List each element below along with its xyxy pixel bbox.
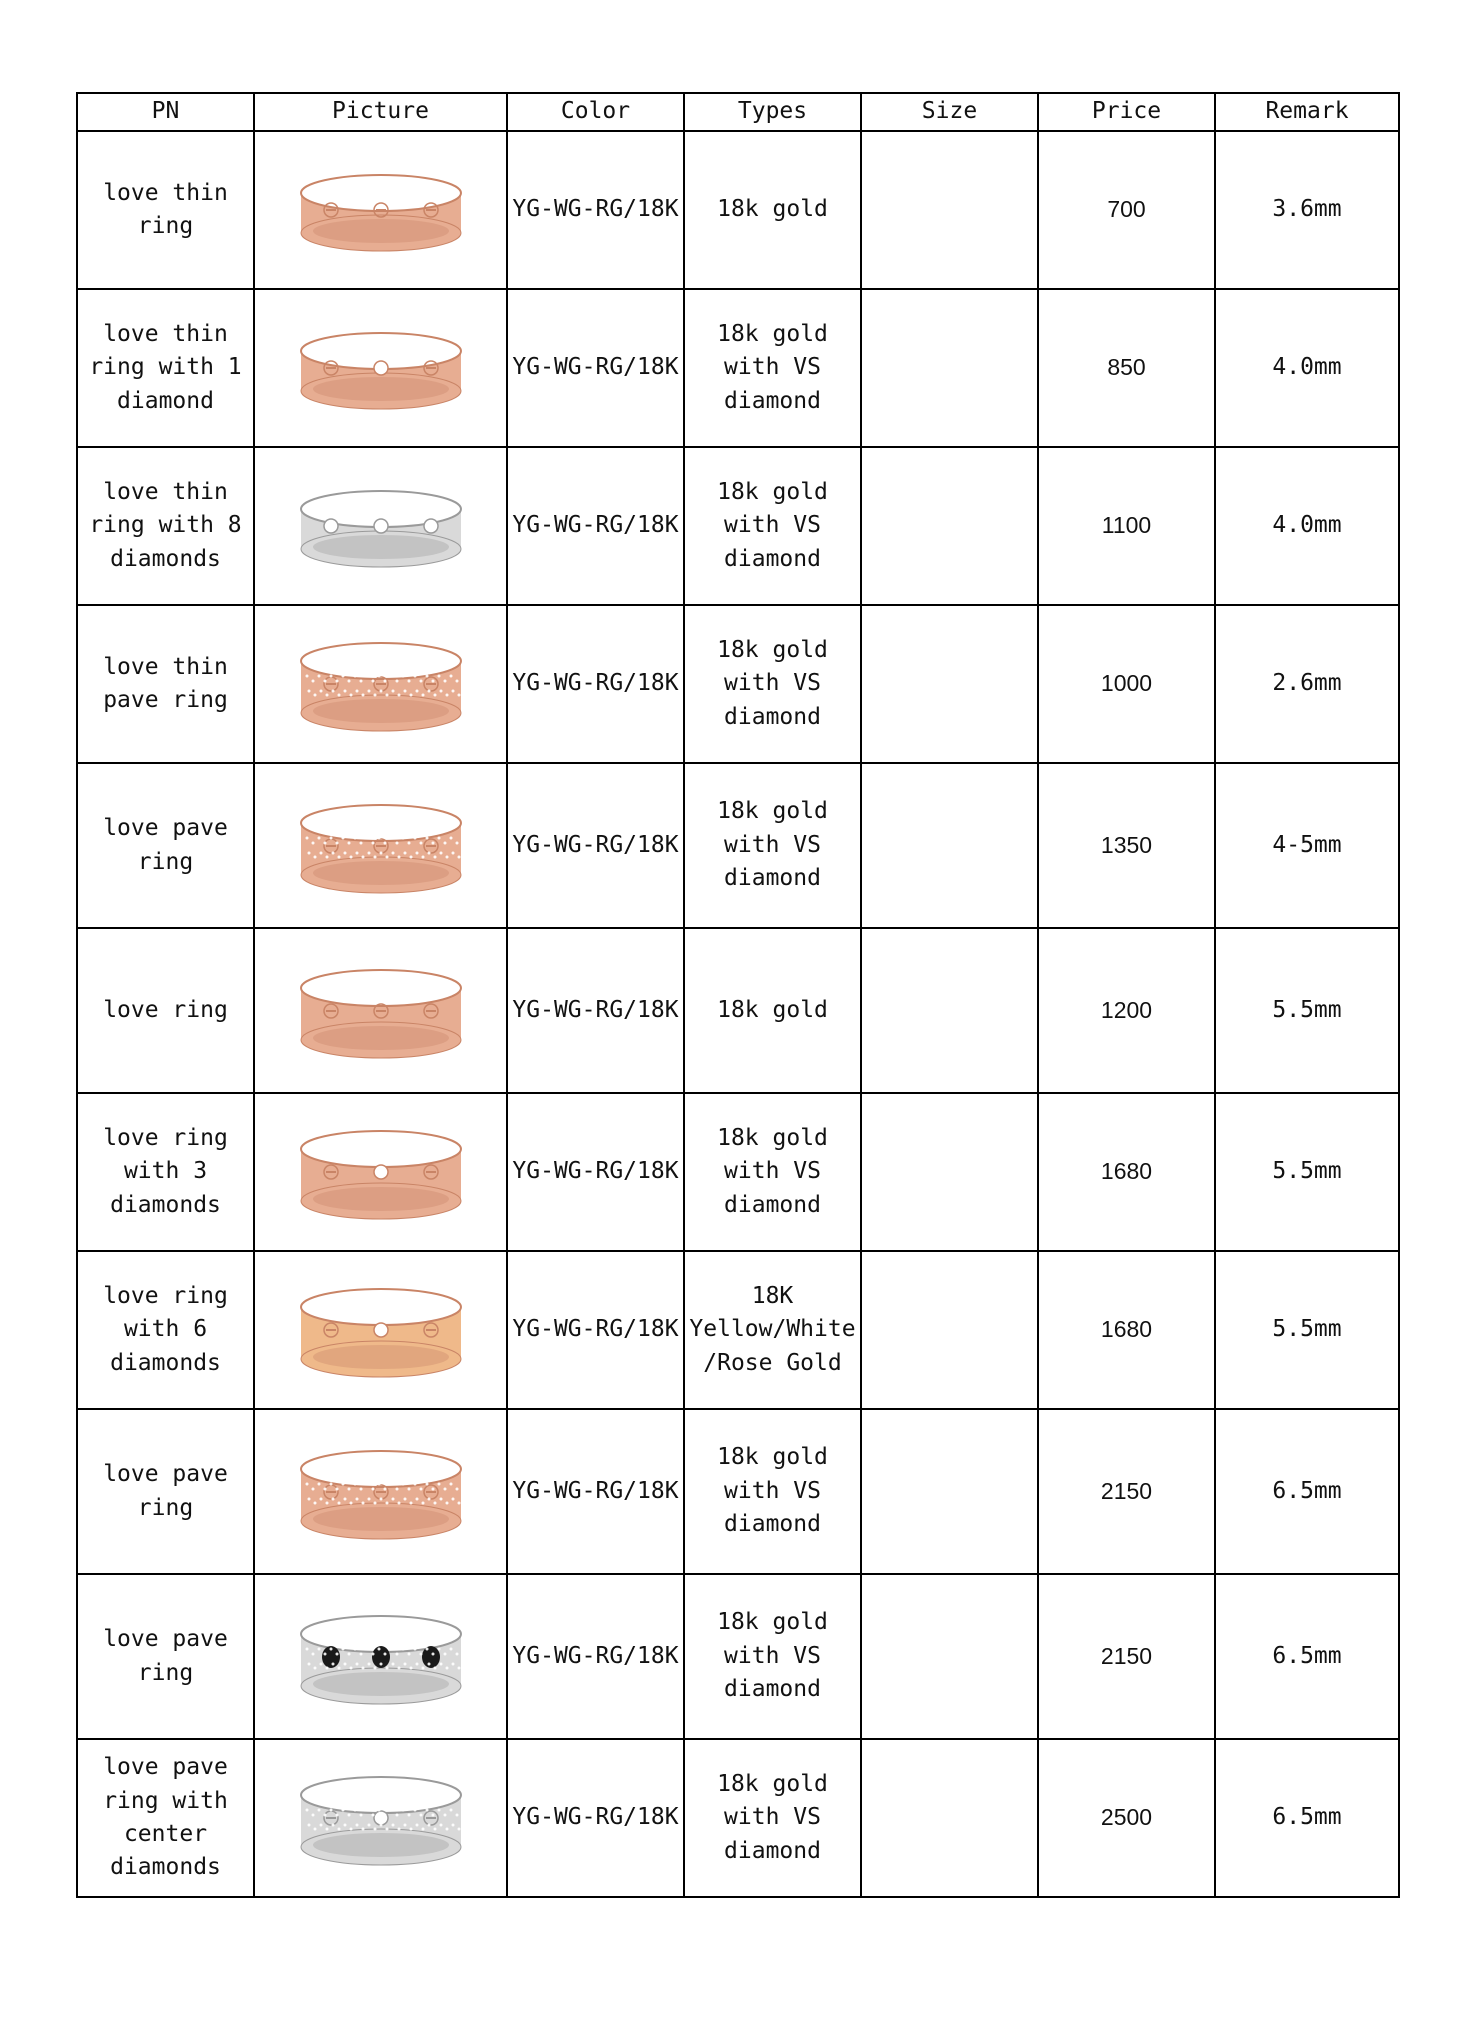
table-row [77, 928, 1399, 1093]
ring-icon [291, 791, 471, 901]
price-cell: 700 [1038, 131, 1215, 289]
product-name-cell: love pave ring [77, 1409, 254, 1574]
remark-cell: 3.6mm [1215, 131, 1399, 289]
table-row [77, 447, 1399, 605]
price-cell: 1100 [1038, 447, 1215, 605]
picture-cell [254, 1739, 507, 1897]
price-list-table [76, 92, 1400, 1898]
table-row [77, 1739, 1399, 1897]
price-cell: 1350 [1038, 763, 1215, 928]
picture-cell [254, 928, 507, 1093]
picture-cell [254, 1574, 507, 1739]
picture-cell [254, 131, 507, 289]
remark-cell: 4.0mm [1215, 289, 1399, 447]
types-cell: 18k gold with VS diamond [684, 1739, 861, 1897]
size-cell [861, 1093, 1038, 1251]
remark-cell: 4.0mm [1215, 447, 1399, 605]
picture-cell [254, 1409, 507, 1574]
color-cell: YG-WG-RG/18K [507, 131, 684, 289]
color-cell: YG-WG-RG/18K [507, 1093, 684, 1251]
picture-cell [254, 605, 507, 763]
picture-cell [254, 1093, 507, 1251]
types-cell: 18k gold [684, 131, 861, 289]
price-cell: 2150 [1038, 1409, 1215, 1574]
product-name-cell: love ring with 6 diamonds [77, 1251, 254, 1409]
size-cell [861, 1409, 1038, 1574]
header-types: Types [684, 93, 861, 131]
table-row [77, 1251, 1399, 1409]
picture-cell [254, 763, 507, 928]
header-size: Size [861, 93, 1038, 131]
price-cell: 2150 [1038, 1574, 1215, 1739]
header-color: Color [507, 93, 684, 131]
table-row [77, 1409, 1399, 1574]
types-cell: 18k gold [684, 928, 861, 1093]
ring-icon [291, 471, 471, 581]
remark-cell: 5.5mm [1215, 1251, 1399, 1409]
color-cell: YG-WG-RG/18K [507, 289, 684, 447]
remark-cell: 6.5mm [1215, 1409, 1399, 1574]
color-cell: YG-WG-RG/18K [507, 928, 684, 1093]
types-cell: 18k gold with VS diamond [684, 447, 861, 605]
types-cell: 18k gold with VS diamond [684, 1574, 861, 1739]
price-cell: 1680 [1038, 1251, 1215, 1409]
color-cell: YG-WG-RG/18K [507, 1251, 684, 1409]
ring-icon [291, 1763, 471, 1873]
price-cell: 1000 [1038, 605, 1215, 763]
size-cell [861, 605, 1038, 763]
size-cell [861, 1251, 1038, 1409]
remark-cell: 5.5mm [1215, 1093, 1399, 1251]
color-cell: YG-WG-RG/18K [507, 1739, 684, 1897]
color-cell: YG-WG-RG/18K [507, 605, 684, 763]
price-cell: 1200 [1038, 928, 1215, 1093]
remark-cell: 4-5mm [1215, 763, 1399, 928]
price-cell: 1680 [1038, 1093, 1215, 1251]
remark-cell: 6.5mm [1215, 1574, 1399, 1739]
remark-cell: 5.5mm [1215, 928, 1399, 1093]
ring-icon [291, 1275, 471, 1385]
table-row [77, 289, 1399, 447]
size-cell [861, 131, 1038, 289]
price-cell: 2500 [1038, 1739, 1215, 1897]
ring-icon [291, 1437, 471, 1547]
types-cell: 18k gold with VS diamond [684, 1409, 861, 1574]
header-pn: PN [77, 93, 254, 131]
product-rows [77, 131, 1399, 1897]
ring-icon [291, 313, 471, 423]
types-cell: 18k gold with VS diamond [684, 605, 861, 763]
size-cell [861, 1574, 1038, 1739]
ring-icon [291, 1117, 471, 1227]
product-name-cell: love ring [77, 928, 254, 1093]
ring-icon [291, 629, 471, 739]
table-row [77, 763, 1399, 928]
price-cell: 850 [1038, 289, 1215, 447]
ring-icon [291, 155, 471, 265]
size-cell [861, 1739, 1038, 1897]
color-cell: YG-WG-RG/18K [507, 763, 684, 928]
product-name-cell: love pave ring [77, 1574, 254, 1739]
size-cell [861, 289, 1038, 447]
product-name-cell: love ring with 3 diamonds [77, 1093, 254, 1251]
picture-cell [254, 447, 507, 605]
size-cell [861, 763, 1038, 928]
header-remark: Remark [1215, 93, 1399, 131]
table-row [77, 605, 1399, 763]
product-name-cell: love pave ring with center diamonds [77, 1739, 254, 1897]
header-picture: Picture [254, 93, 507, 131]
table-row [77, 1093, 1399, 1251]
product-name-cell: love thin pave ring [77, 605, 254, 763]
color-cell: YG-WG-RG/18K [507, 447, 684, 605]
product-name-cell: love thin ring [77, 131, 254, 289]
types-cell: 18k gold with VS diamond [684, 1093, 861, 1251]
product-name-cell: love thin ring with 8 diamonds [77, 447, 254, 605]
ring-icon [291, 1602, 471, 1712]
size-cell [861, 447, 1038, 605]
picture-cell [254, 289, 507, 447]
product-name-cell: love thin ring with 1 diamond [77, 289, 254, 447]
header-row [77, 93, 1399, 131]
ring-icon [291, 956, 471, 1066]
color-cell: YG-WG-RG/18K [507, 1574, 684, 1739]
remark-cell: 2.6mm [1215, 605, 1399, 763]
types-cell: 18k gold with VS diamond [684, 289, 861, 447]
color-cell: YG-WG-RG/18K [507, 1409, 684, 1574]
table-row [77, 1574, 1399, 1739]
picture-cell [254, 1251, 507, 1409]
types-cell: 18K Yellow/White /Rose Gold [684, 1251, 861, 1409]
remark-cell: 6.5mm [1215, 1739, 1399, 1897]
product-name-cell: love pave ring [77, 763, 254, 928]
table-row [77, 131, 1399, 289]
size-cell [861, 928, 1038, 1093]
header-price: Price [1038, 93, 1215, 131]
types-cell: 18k gold with VS diamond [684, 763, 861, 928]
price-list-sheet [76, 92, 1398, 1898]
